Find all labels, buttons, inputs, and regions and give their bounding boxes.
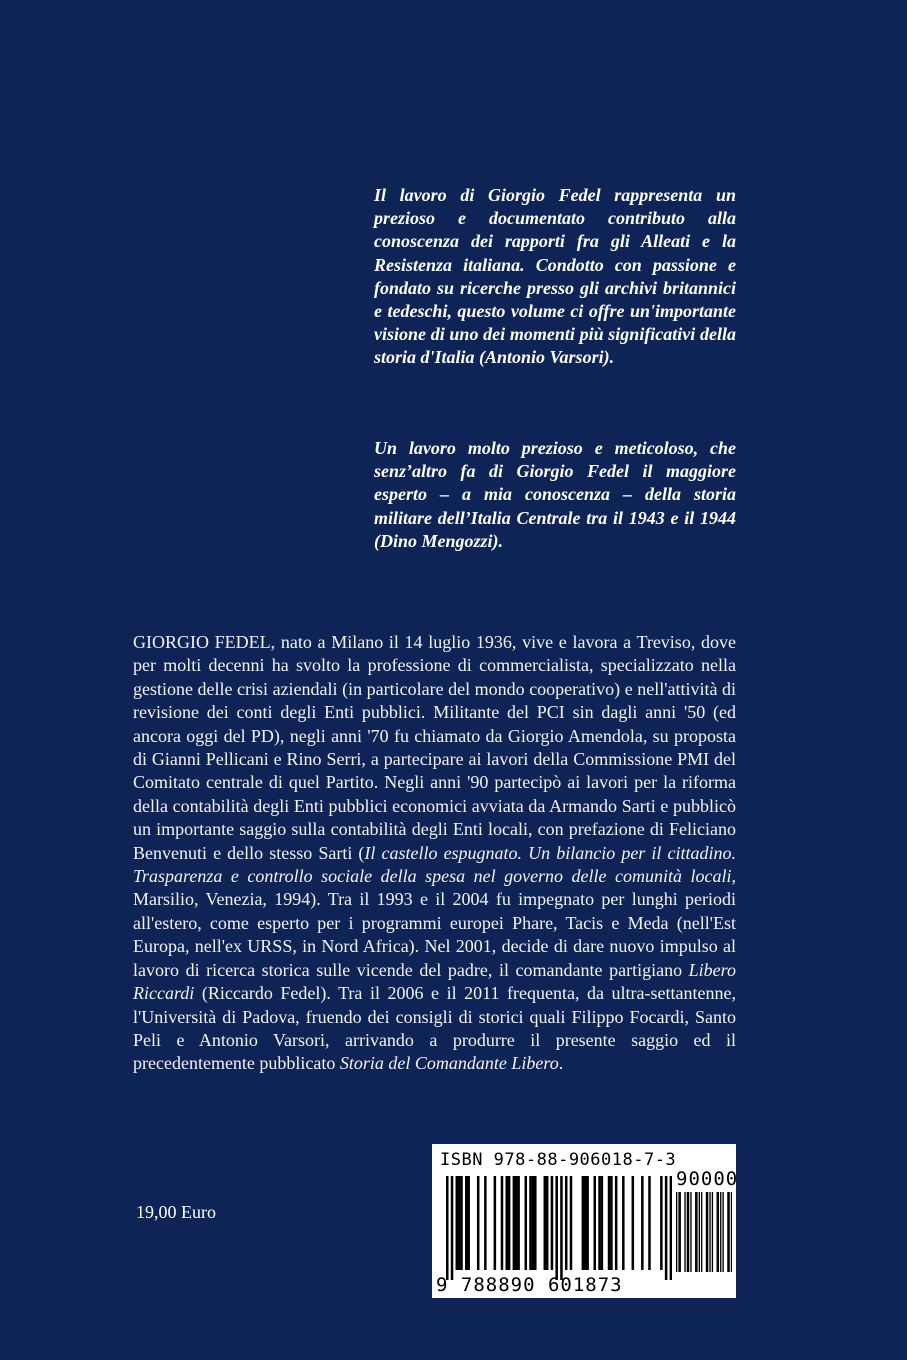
barcode-bar	[508, 1176, 511, 1270]
bio-book-title-1: Il castello espugnato. Un bilancio per il cittadino. Trasparenza e controllo sociale della spesa nel governo delle comunità locali,	[133, 842, 736, 887]
barcode-bar	[458, 1176, 461, 1270]
barcode-bar	[560, 1176, 563, 1280]
barcode-bar	[477, 1176, 480, 1270]
addon-bar	[696, 1192, 697, 1272]
addon-bar	[720, 1192, 721, 1272]
barcode-bar	[505, 1176, 508, 1270]
barcode-bar	[517, 1176, 520, 1270]
addon-bar	[688, 1192, 689, 1272]
bio-text-3: (Riccardo Fedel). Tra il 2006 e il 2011 frequenta, da ultra-settantenne, l'Università di Padova, fruendo dei consigli di storici quali Filippo Focardi, Santo Peli e Antonio Varsori, arrivando a produrre il presente saggio ed il precedentemente pubblicato	[133, 983, 736, 1074]
addon-bar	[699, 1192, 700, 1272]
barcode-bar	[544, 1176, 547, 1270]
barcode-bar	[525, 1176, 528, 1270]
addon-bar	[678, 1192, 679, 1272]
barcode-bar	[586, 1176, 589, 1270]
addon-bar	[687, 1192, 688, 1272]
barcode-bar	[615, 1176, 618, 1270]
addon-bar	[707, 1192, 708, 1272]
barcode-bar	[456, 1176, 459, 1270]
author-biography	[133, 631, 736, 1076]
addon-bar	[676, 1192, 677, 1272]
addon-barcode-bars	[676, 1192, 732, 1272]
barcode-bar	[584, 1176, 587, 1270]
barcode-bar	[467, 1176, 470, 1270]
barcode-bar	[451, 1176, 454, 1280]
barcode-bar	[665, 1176, 668, 1280]
barcode-bar	[610, 1176, 613, 1270]
price-label: 19,00 Euro	[136, 1202, 216, 1222]
addon-bar	[701, 1192, 702, 1272]
barcode-bar	[460, 1176, 463, 1270]
barcode-bar	[641, 1176, 644, 1270]
addon-bar	[728, 1192, 729, 1272]
barcode-bar	[484, 1176, 487, 1270]
barcode-bar	[608, 1176, 611, 1270]
barcode-bar	[546, 1176, 549, 1270]
bio-book-title-2: Storia del Comandante Libero	[339, 1053, 559, 1074]
barcode-bar	[534, 1176, 537, 1270]
addon-digits: 90000	[676, 1168, 739, 1190]
addon-bar	[712, 1192, 713, 1272]
barcode-bar	[648, 1176, 651, 1270]
barcode-bar	[632, 1176, 635, 1270]
barcode-bar	[601, 1176, 604, 1270]
barcode-bar	[582, 1176, 585, 1270]
barcode-bar	[446, 1176, 449, 1280]
barcode-bar	[660, 1176, 663, 1270]
addon-bar	[717, 1192, 718, 1272]
quote-varsori: Il lavoro di Giorgio Fedel rappresenta un prezioso e documentato contributo alla conoscenza dei rapporti fra gli Alleati e la Resistenza italiana. Condotto con passione e fondato su ricerche presso gli archivi britannici e tedeschi, questo volume ci offre un'importante visione di uno dei momenti più significativi della storia d'Italia (Antonio Varsori).	[374, 185, 736, 368]
bio-partisan-name: Libero Riccardi	[133, 959, 736, 1004]
barcode-bar	[565, 1176, 568, 1270]
barcode-bar	[513, 1176, 516, 1270]
addon-bar	[718, 1192, 719, 1272]
bio-text-4: .	[558, 1053, 564, 1074]
addon-bar	[706, 1192, 707, 1272]
barcode-bar	[555, 1176, 558, 1280]
barcode-bar	[670, 1176, 672, 1280]
bio-text-2: Marsilio, Venezia, 1994). Tra il 1993 e il 2004 fu impegnato per lunghi periodi all'estero, come esperto per i programmi europei Phare, Tacis e Meda (nell'Est Europa, nell'ex URSS, in Nord Africa). Nel 2001, decide di dare nuovo impulso al lavoro di ricerca storica sulle vicende del padre, il comandante partigiano	[133, 889, 736, 980]
addon-bar	[722, 1192, 723, 1272]
barcode-bar	[532, 1176, 535, 1270]
barcode-bar	[465, 1176, 468, 1270]
addon-bar	[695, 1192, 696, 1272]
barcode-bar	[529, 1176, 532, 1270]
addon-bar	[727, 1192, 728, 1272]
ean-digits: 9 788890 601873	[436, 1274, 623, 1296]
barcode-bar	[598, 1176, 601, 1270]
addon-bar	[684, 1192, 685, 1272]
ean-barcode-bars	[446, 1176, 672, 1280]
addon-bar	[680, 1192, 681, 1272]
barcode-bar	[501, 1176, 504, 1270]
isbn-text: ISBN 978-88-906018-7-3	[440, 1150, 677, 1170]
barcode-bar	[570, 1176, 573, 1270]
bio-text-1: GIORGIO FEDEL, nato a Milano il 14 luglio 1936, vive e lavora a Treviso, dove per molti decenni ha svolto la professione di commercialista, specializzato nella gestione delle crisi aziendali (in particolare del mondo cooperativo) e nell'attività di revisione dei conti degli Enti pubblici. Militante del PCI sin dagli anni '50 (ed ancora oggi del PD), negli anni '70 fu chiamato da Giorgio Amendola, su proposta di Gianni Pellicani e Rino Serri, a partecipare ai lavori della Commissione PMI del Comitato centrale di quel Partito. Negli anni '90 partecipò ai lavori per la riforma della contabilità degli Enti pubblici economici avviata da Armando Sarti e pubblicò un importante saggio sulla contabilità degli Enti locali, con prefazione di Feliciano Benvenuti e dello stesso Sarti (	[133, 632, 736, 863]
isbn-barcode	[432, 1144, 739, 1298]
barcode-bar	[551, 1176, 554, 1270]
barcode-bar	[622, 1176, 625, 1270]
barcode-bar	[494, 1176, 497, 1270]
addon-bar	[709, 1192, 710, 1272]
addon-bar	[731, 1192, 732, 1272]
addon-bar	[690, 1192, 691, 1272]
quote-mengozzi: Un lavoro molto prezioso e meticoloso, che senz’altro fa di Giorgio Fedel il maggiore esperto – a mia conoscenza – della storia militare dell’Italia Centrale tra il 1943 e il 1944 (Dino Mengozzi).	[374, 438, 736, 551]
barcode-bar	[515, 1176, 518, 1270]
barcode-bar	[593, 1176, 596, 1270]
